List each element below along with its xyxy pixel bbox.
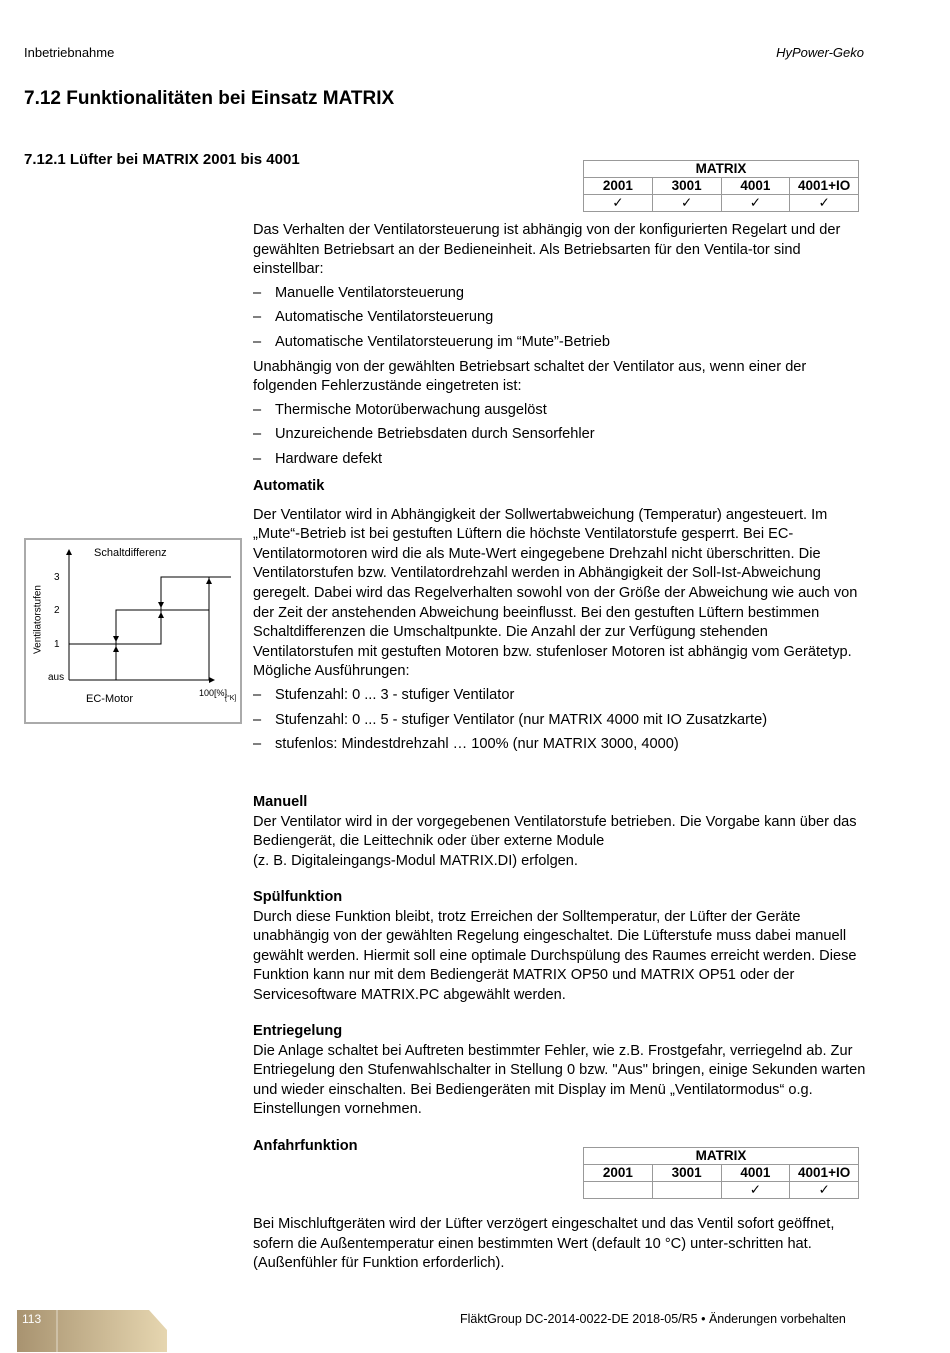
arrow-icon (206, 578, 212, 584)
entriegelung-heading: Entriegelung (253, 1023, 343, 1039)
list-item: – Manuelle Ventilatorsteuerung (253, 284, 868, 304)
table-header-cell: 4001+IO (790, 178, 859, 195)
table-header-cell: 4001 (721, 178, 790, 195)
check-mark-icon: ✓ (721, 195, 790, 212)
entriegelung-block (253, 1022, 868, 1120)
mischluft-block (253, 1215, 868, 1274)
list-item: – Automatische Ventilatorsteuerung im “Mute”-Betrieb (253, 333, 868, 353)
section-title: 7.12 Funktionalitäten bei Einsatz MATRIX (24, 88, 395, 109)
manuell-paragraph: Der Ventilator wird in der vorgegebenen Ventilatorstufe betrieben. Die Vorgabe kann über das Bediengerät, die Leittechnik oder über externe Module (253, 813, 857, 850)
running-header-left: Inbetriebnahme (24, 45, 115, 60)
manuell-block (253, 793, 868, 871)
level-label: aus (48, 672, 65, 683)
running-header-right: HyPower-Geko (776, 45, 864, 60)
list-item: – Thermische Motorüberwachung ausgelöst (253, 401, 868, 421)
table-header-cell: 4001+IO (790, 1165, 859, 1182)
matrix-compat-table-2 (583, 1147, 859, 1199)
arrow-icon (158, 612, 164, 618)
automatik-paragraph: Der Ventilator wird in Abhängigkeit der Sollwertabweichung (Temperatur) angesteuert. Im „Mute“-Betrieb ist bei gestuften Lüftern die höchste Ventilatorstufe gesperrt. Bei EC-Ventilatormotoren wird die als Mute-Wert eingegebene Drehzahl nicht überschritten. Die Ventilatorstufen bzw. Ventilatordrehzahl werden in Abhängigkeit der Soll-Ist-Abweichung geregelt. Dabei wird das Regelverhalten sowohl von der Größe der Abweichung wie auch von der Zeit der anstehenden Abweichung beeinflusst. Bei den gestuften Lüftern bestimmen Schaltdifferenzen die Umschaltpunkte. Die Anzahl der zur Verfügung stehenden Ventilatorstufen mit gestuften Motoren bzw. stufenloser Motoren ist abhängig vom Gerätetyp. (253, 506, 858, 660)
spuel-heading: Spülfunktion (253, 889, 343, 905)
table-caption: MATRIX (584, 1148, 859, 1165)
x-axis-label: EC-Motor (86, 693, 134, 705)
list-item: – Stufenzahl: 0 ... 5 - stufiger Ventilator (nur MATRIX 4000 mit IO Zusatzkarte) (253, 711, 868, 731)
level-label: 3 (54, 572, 60, 583)
step-curve-up (69, 610, 209, 680)
list-item: – Automatische Ventilatorsteuerung (253, 308, 868, 328)
check-mark-icon: ✓ (584, 195, 653, 212)
manuell-paragraph-2: (z. B. Digitaleingangs-Modul MATRIX.DI) erfolgen. (253, 852, 578, 869)
table-header-cell: 4001 (721, 1165, 790, 1182)
mischluft-paragraph: Bei Mischluftgeräten wird der Lüfter verzögert eingeschaltet und das Ventil sofort geöffnet, sofern die Außentemperatur einen bestimmten Wert (default 10 °C) unter-schritten hat. (Außenfühler für Funktion erforderlich). (253, 1216, 835, 1272)
intro-block (253, 221, 868, 475)
check-mark-icon: ✓ (721, 1182, 790, 1199)
automatik-heading: Automatik (253, 478, 325, 494)
list-item: – stufenlos: Mindestdrehzahl … 100% (nur MATRIX 3000, 4000) (253, 735, 868, 755)
list-item: – Unzureichende Betriebsdaten durch Sensorfehler (253, 425, 868, 445)
intro-paragraph: Das Verhalten der Ventilatorsteuerung ist abhängig von der konfigurierten Regelart und der gewählten Betriebsart an der Bedieneinheit. Als Betriebsarten für den Ventila-tor sind einstellbar: (253, 222, 841, 278)
subsection-title: 7.12.1 Lüfter bei MATRIX 2001 bis 4001 (24, 151, 300, 168)
manuell-heading: Manuell (253, 794, 308, 810)
table-header-cell: 3001 (652, 178, 721, 195)
list-item: – Hardware defekt (253, 450, 868, 470)
arrow-icon (113, 636, 119, 642)
step-curve-down (69, 577, 231, 680)
table-header-cell: 2001 (584, 178, 653, 195)
table-header-cell: 3001 (652, 1165, 721, 1182)
footer-text: FläktGroup DC-2014-0022-DE 2018-05/R5 • Änderungen vorbehalten (460, 1312, 846, 1326)
entriegelung-paragraph: Die Anlage schaltet bei Auftreten bestimmter Fehler, wie z.B. Frostgefahr, verriegelnd ab. Zur Entriegelung den Stufenwahlschalter in Stellung 0 bzw. "Aus" bringen, einige Sekunden warten und wieder einschalten. Bei Bediengeräten mit Display im Menü „Ventilatormodus“ o.g. Einstellungen vornehmen. (253, 1042, 866, 1118)
y-axis-label: Ventilatorstufen (32, 585, 44, 654)
x-axis-end-label: 100[%] (199, 688, 228, 698)
options-label: Mögliche Ausführungen: (253, 663, 410, 680)
table-header-cell: 2001 (584, 1165, 653, 1182)
diagram-title: Schaltdifferenz (94, 547, 167, 559)
anfahr-heading: Anfahrfunktion (253, 1138, 358, 1154)
page-number: 113 (22, 1312, 42, 1326)
fan-stage-diagram (24, 538, 242, 724)
table-caption: MATRIX (584, 161, 859, 178)
automatik-block (253, 477, 868, 760)
check-mark-icon: ✓ (652, 195, 721, 212)
check-mark-icon: ✓ (790, 1182, 859, 1199)
arrow-icon (158, 602, 164, 608)
arrow-icon (113, 646, 119, 652)
check-cell (584, 1182, 653, 1199)
matrix-compat-table-1 (583, 160, 859, 212)
list-item: – Stufenzahl: 0 ... 3 - stufiger Ventilator (253, 686, 868, 706)
spuel-paragraph: Durch diese Funktion bleibt, trotz Erreichen der Solltemperatur, der Lüfter der Geräte unabhängig von der gewählten Regelung eingeschaltet. Die Lüfterstufe muss dabei manuell gewählt werden. Hiermit soll eine optimale Durchspülung des Raumes erreicht werden. Diese Funktion kann nur mit dem Bediengerät MATRIX OP50 und MATRIX OP51 oder der Servicesoftware MATRIX.PC abgewählt werden. (253, 908, 857, 1003)
level-label: 1 (54, 639, 60, 650)
error-intro-paragraph: Unabhängig von der gewählten Betriebsart schaltet der Ventilator aus, wenn einer der folgenden Fehlerzustände eingetreten ist: (253, 358, 807, 395)
check-mark-icon: ✓ (790, 195, 859, 212)
spuel-block (253, 888, 868, 1006)
level-label: 2 (54, 605, 60, 616)
check-cell (652, 1182, 721, 1199)
x-axis-end-sublabel: [°K] (225, 695, 237, 702)
